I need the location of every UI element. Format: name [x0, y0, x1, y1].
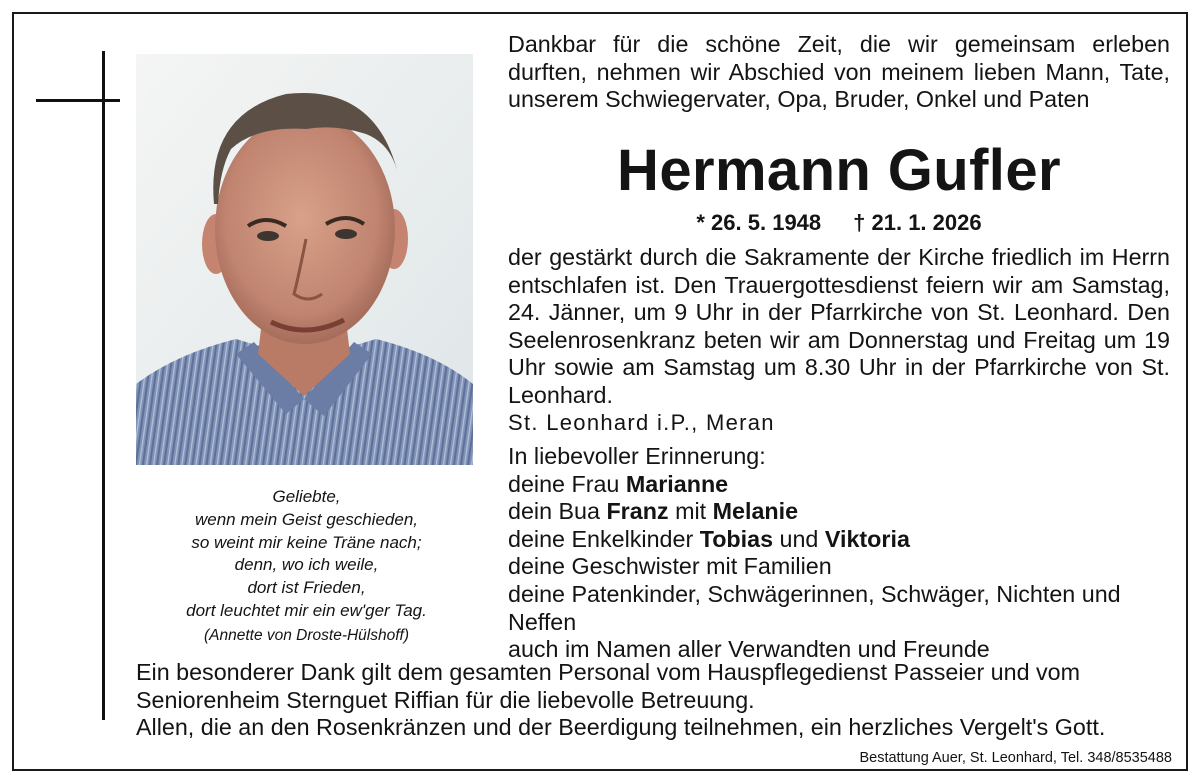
- deceased-name: Hermann Gufler: [617, 138, 1061, 203]
- family-row: deine Enkelkinder Tobias und Viktoria: [508, 525, 910, 552]
- poem: [134, 486, 479, 648]
- intro-text: Dankbar für die schöne Zeit, die wir gemeinsam erleben durften, nehmen wir Abschied von meinem lieben Mann, Tate, unserem Schwiegervater, Opa, Bruder, Onkel und Paten: [508, 31, 1170, 113]
- poem-line: denn, wo ich weile,: [234, 555, 379, 575]
- poem-line: dort ist Frieden,: [247, 578, 366, 598]
- obituary-notice: [12, 12, 1188, 771]
- family-name-bold: Franz: [606, 498, 669, 525]
- family-name-bold: Tobias: [699, 525, 774, 552]
- poem-author: (Annette von Droste-Hülshoff): [203, 626, 410, 644]
- death-date: † 21. 1. 2026: [853, 210, 982, 235]
- thanks-paragraph: Ein besonderer Dank gilt dem gesamten Personal vom Hauspflegedienst Passeier und vom Seniorenheim Sternguet Riffian für die liebevolle Betreuung.: [136, 659, 1081, 713]
- funeral-home-footer: Bestattung Auer, St. Leonhard, Tel. 348/8535488: [859, 750, 1172, 766]
- family-name-bold: Marianne: [625, 470, 729, 497]
- family-row: auch im Namen aller Verwandten und Freunde: [508, 636, 990, 663]
- poem-line: Geliebte,: [272, 487, 341, 506]
- thanks-section: [136, 659, 1170, 742]
- life-dates: [508, 209, 1170, 237]
- birth-date: * 26. 5. 1948: [696, 210, 822, 235]
- thanks-paragraph: Allen, die an den Rosenkränzen und der Beerdigung teilnehmen, ein herzliches Vergelt's Gott.: [136, 714, 1106, 741]
- poem-line: dort leuchtet mir ein ew'ger Tag.: [186, 600, 427, 620]
- family-row: deine Patenkinder, Schwägerinnen, Schwäger, Nichten und Neffen: [508, 580, 1121, 635]
- family-list: [508, 443, 1170, 664]
- poem-line: wenn mein Geist geschieden,: [194, 509, 419, 529]
- family-row: deine Geschwister mit Familien: [508, 553, 832, 580]
- family-row: deine Frau Marianne: [508, 470, 729, 497]
- family-name-bold: Melanie: [712, 498, 799, 525]
- place-line: St. Leonhard i.P., Meran: [508, 410, 775, 435]
- portrait-photo: [136, 54, 473, 465]
- service-details: der gestärkt durch die Sakramente der Kirche friedlich im Herrn entschlafen ist. Den Trauergottesdienst feiern wir am Samstag, 24. Jänner, um 9 Uhr in der Pfarrkirche von St. Leonhard. Den Seelenrosenkranz beten wir am Donnerstag und Freitag um 19 Uhr sowie am Samstag um 8.30 Uhr in der Pfarrkirche von St. Leonhard.: [508, 244, 1170, 408]
- poem-line: so weint mir keine Träne nach;: [191, 532, 422, 552]
- family-row: dein Bua Franz mit Melanie: [508, 498, 799, 525]
- family-name-bold: Viktoria: [824, 525, 910, 552]
- family-heading: In liebevoller Erinnerung:: [508, 443, 766, 469]
